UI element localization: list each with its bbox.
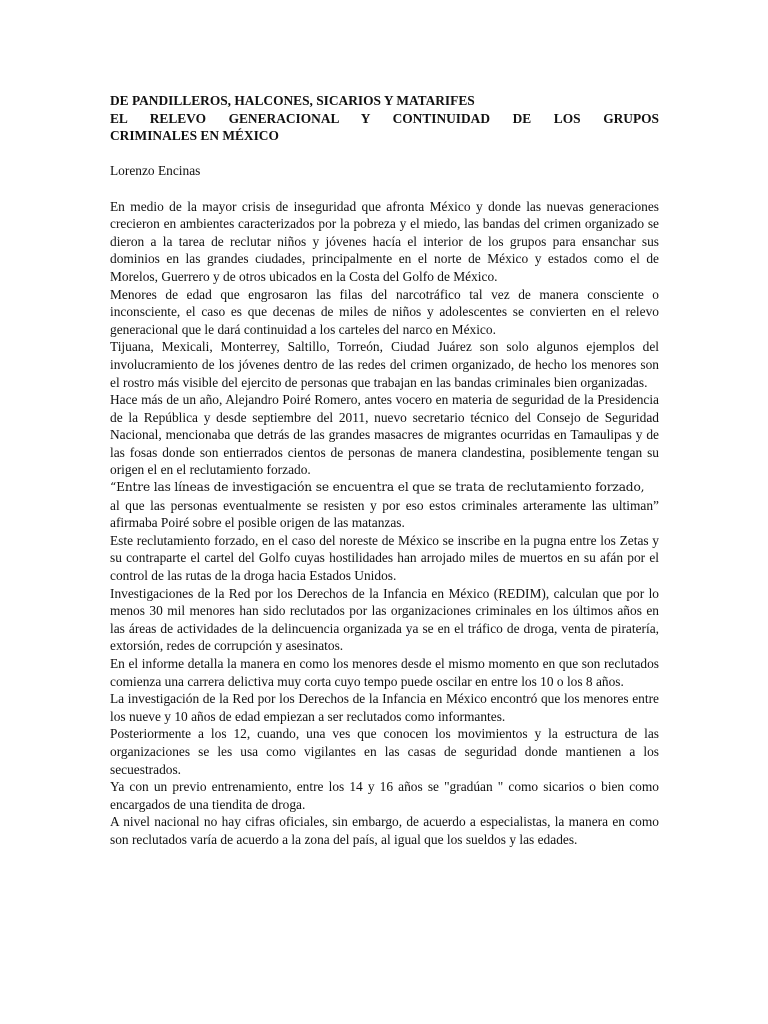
paragraph: Tijuana, Mexicali, Monterrey, Saltillo, Torreón, Ciudad Juárez son solo algunos ejemplos del involucramiento de los jóvenes dentro de las redes del crimen organizado, de hecho los menores son el rostro más visible del ejercito de personas que trabajan en las bandas criminales bien organizadas.	[110, 339, 659, 390]
title-line: EL RELEVO GENERACIONAL Y CONTINUIDAD DE LOS GRUPOS	[110, 110, 659, 126]
paragraph: En el informe detalla la manera en como los menores desde el mismo momento en que son reclutados comienza una carrera delictiva muy corta cuyo tempo puede oscilar en entre los 10 o los 8 años.	[110, 656, 659, 689]
paragraph: A nivel nacional no hay cifras oficiales, sin embargo, de acuerdo a especialistas, la manera en como son reclutados varía de acuerdo a la zona del país, al igual que los sueldos y las edades.	[110, 814, 659, 847]
paragraph: Hace más de un año, Alejandro Poiré Romero, antes vocero en materia de seguridad de la Presidencia de la República y desde septiembre del 2011, nuevo secretario técnico del Consejo de Seguridad Nacional, mencionaba que detrás de las grandes masacres de migrantes ocurridas en Tamaulipas y de las fosas donde son entierrados cientos de personas de manera clandestina, posiblemente tengan su origen el en el reclutamiento forzado.	[110, 392, 659, 478]
document-title	[110, 92, 659, 145]
title-line: CRIMINALES EN MÉXICO	[110, 128, 279, 144]
paragraph: La investigación de la Red por los Derechos de la Infancia en México encontró que los menores entre los nueve y 10 años de edad empiezan a ser reclutados como informantes.	[110, 691, 659, 724]
paragraph: En medio de la mayor crisis de inseguridad que afronta México y donde las nuevas generaciones crecieron en ambientes caracterizados por la pobreza y el miedo, las bandas del crimen organizado se dieron a la tarea de reclutar niños y jóvenes hacía el interior de los grupos para ensanchar sus dominios en las grandes ciudades, principalmente en el norte de México y estados como el de Morelos, Guerrero y de otros ubicados en la Costa del Golfo de México.	[110, 198, 659, 284]
document-page	[110, 92, 659, 849]
quote-line: “Entre las líneas de investigación se encuentra el que se trata de reclutamiento forzado,	[110, 480, 645, 495]
author-name: Lorenzo Encinas	[110, 163, 201, 179]
paragraph: Este reclutamiento forzado, en el caso del noreste de México se inscribe en la pugna entre los Zetas y su contraparte el cartel del Golfo cuyas hostilidades han arrojado miles de muertos en su afán por el control de las rutas de la droga hacia Estados Unidos.	[110, 532, 659, 584]
paragraph: Investigaciones de la Red por los Derechos de la Infancia en México (REDIM), calculan que por lo menos 30 mil menores han sido reclutados por las organizaciones criminales en los últimos años en las áreas de actividades de la delincuencia organizada ya se en el tráfico de droga, venta de piratería, extorsión, redes de corrupción y asesinatos.	[110, 585, 659, 654]
article-body	[110, 198, 659, 849]
paragraph: Posteriormente a los 12, cuando, una ves que conocen los movimientos y la estructura de las organizaciones se les usa como vigilantes en las casas de seguridad donde mantienen a los secuestrados.	[110, 726, 659, 777]
paragraph: Ya con un previo entrenamiento, entre los 14 y 16 años se "gradúan " como sicarios o bien como encargados de una tiendita de droga.	[110, 779, 659, 812]
title-line: DE PANDILLEROS, HALCONES, SICARIOS Y MATARIFES	[110, 93, 475, 108]
paragraph: Menores de edad que engrosaron las filas del narcotráfico tal vez de manera consciente o inconsciente, el caso es que decenas de miles de niños y adolescentes se convierten en el relevo generacional que le dará continuidad a los carteles del narco en México.	[110, 286, 659, 337]
paragraph: al que las personas eventualmente se resisten y por eso estos criminales arteramente las ultiman” afirmaba Poiré sobre el posible origen de las matanzas.	[110, 497, 659, 531]
